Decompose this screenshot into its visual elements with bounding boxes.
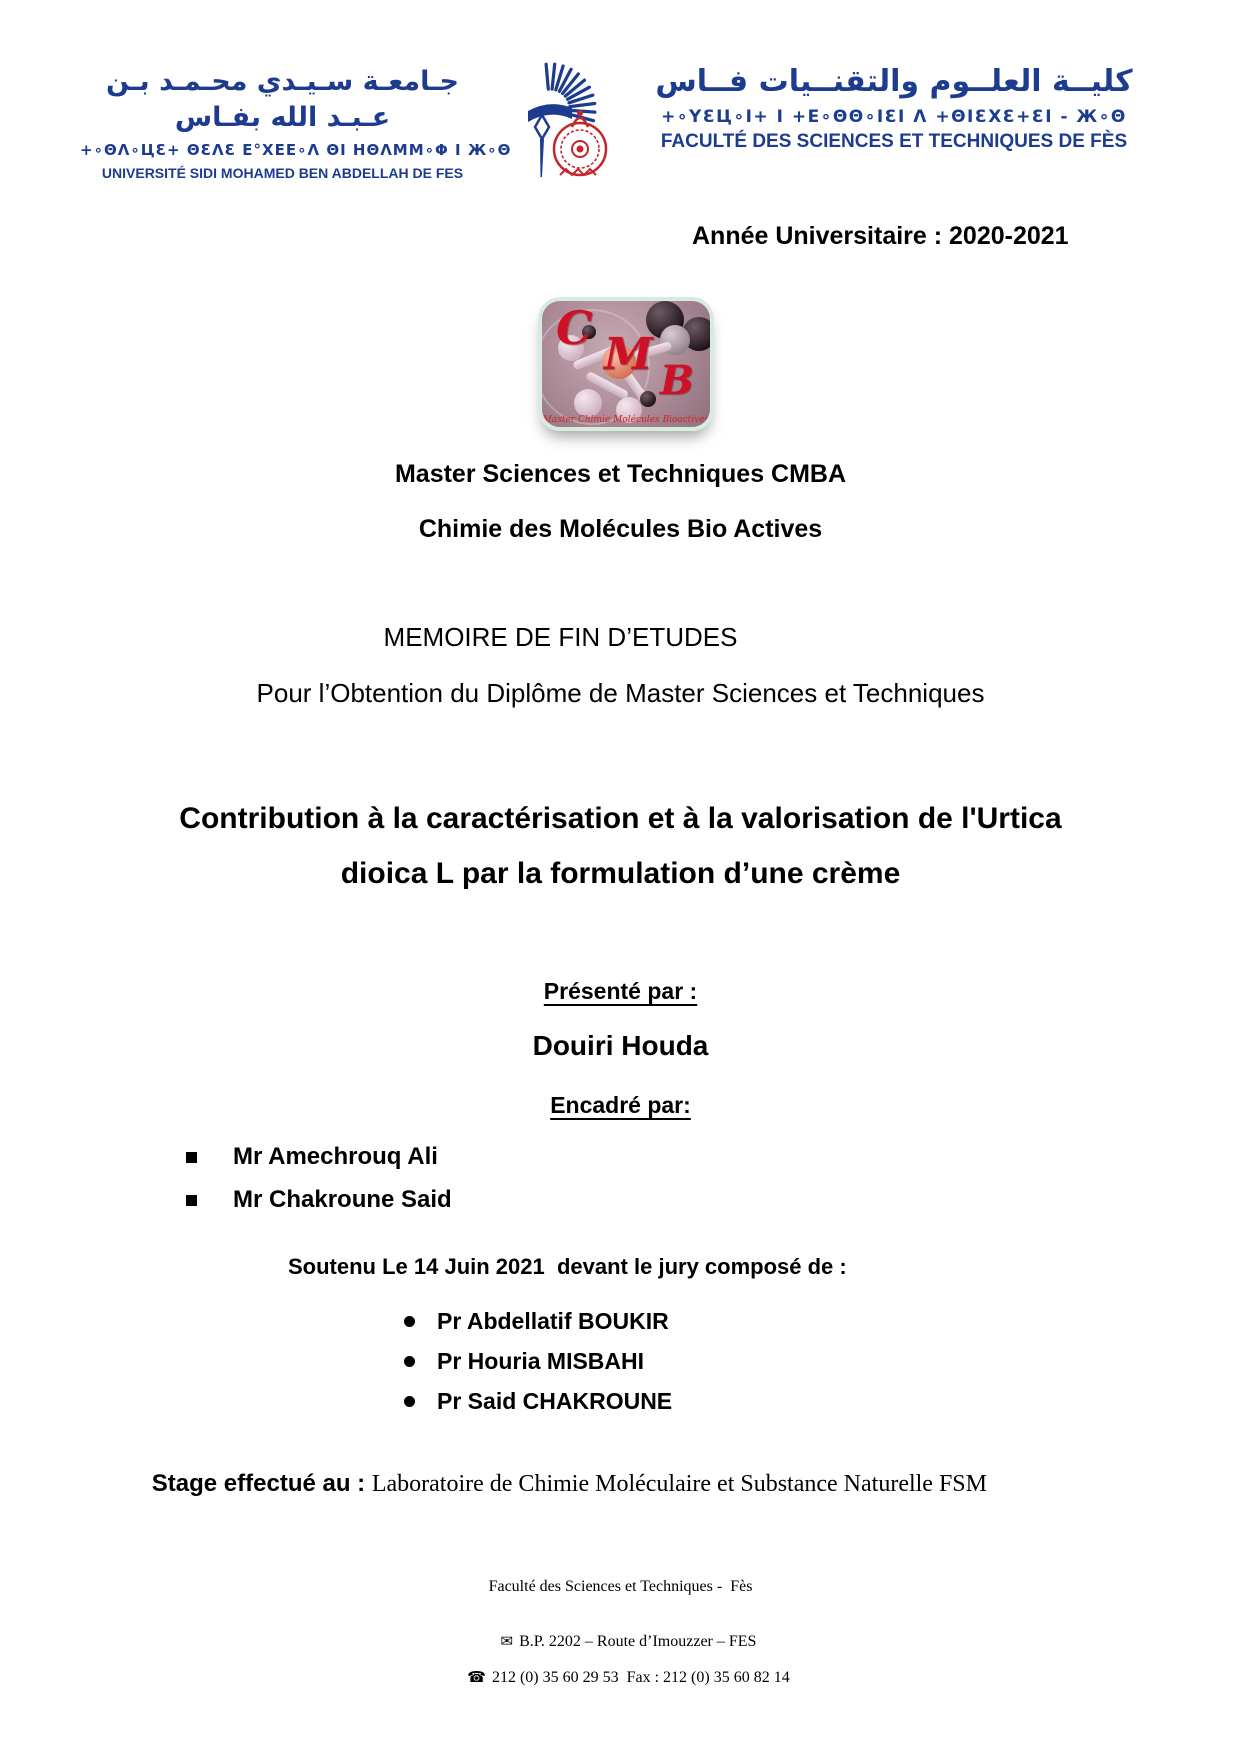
list-item [186,1143,452,1171]
cmb-master-logo [538,297,714,431]
cmb-letter-m: M [604,329,653,380]
footer-phone-line [0,1650,1241,1705]
memoire-subheading: Pour l’Obtention du Diplôme de Master Sciences et Techniques [256,678,985,708]
supervisors-list [186,1143,452,1229]
author-name: Douiri Houda [532,1030,709,1061]
internship-location: Laboratoire de Chimie Moléculaire et Substance Naturelle FSM [371,1471,987,1497]
supervisor-name: Mr Chakroune Said [233,1186,452,1213]
jury-list [404,1308,672,1428]
round-bullet-icon [404,1396,415,1407]
jury-member-name: Pr Abdellatif BOUKIR [437,1308,669,1334]
faculty-name-arabic: كليــة العلــوم والتقنــيات فــاس [655,64,1133,99]
master-program-line: Master Sciences et Techniques CMBA [394,460,847,488]
cmb-letter-b: B [660,357,694,404]
university-name-arabic: جـامعـة سـيـدي محـمـد بـن عـبـد الله بفـاس [106,66,459,133]
thesis-title-line1: Contribution à la caractérisation et à la valorisation de l'Urtica [179,802,1062,835]
list-item [186,1186,452,1214]
round-bullet-icon [404,1356,415,1367]
phone-icon: ☎ [467,1668,486,1686]
round-bullet-icon [404,1316,415,1327]
university-name-tifinagh: +∘ΘΛ∘ЦƐ+ ΘƐΛƐ Ε°ΧΕΕ∘Λ ΘΙ ΗΘΛΜΜ∘Φ Ι Ж∘Θ [80,141,512,159]
academic-year: Année Universitaire : 2020-2021 [692,222,1069,250]
thesis-title-line2: dioica L par la formulation d’une crème [340,857,901,890]
internship-line [134,1452,987,1516]
supervised-by-label: Encadré par: [550,1092,691,1118]
cmb-letter-c: C [556,301,593,355]
supervisor-name: Mr Amechrouq Ali [233,1143,438,1170]
list-item [404,1308,672,1335]
footer-phone-text: 212 (0) 35 60 29 53 Fax : 212 (0) 35 60 82 14 [491,1669,790,1686]
jury-member-name: Pr Houria MISBAHI [437,1348,645,1374]
envelope-icon: ✉ [500,1632,514,1650]
square-bullet-icon [186,1152,197,1163]
list-item [404,1388,672,1415]
footer-address-text: B.P. 2202 – Route d’Imouzzer – FES [519,1633,757,1650]
program-specialty-line: Chimie des Molécules Bio Actives [418,515,823,543]
university-header-block [80,64,512,181]
defense-date-line: Soutenu Le 14 Juin 2021 devant le jury composé de : [288,1254,847,1279]
presented-by-section [0,978,1241,1005]
university-emblem-icon [492,46,618,180]
faculty-name-tifinagh: +∘ΥƐЦ∘Ι+ Ι +Ε∘ΘΘ∘ΙƐΙ Λ +ΘΙƐΧƐ+ƐΙ - Ж∘Θ [661,107,1127,127]
university-name-french: UNIVERSITÉ SIDI MOHAMED BEN ABDELLAH DE FES [101,165,464,181]
memoire-heading: MEMOIRE DE FIN D’ETUDES [383,622,738,652]
presented-by-label: Présenté par : [543,978,698,1004]
jury-member-name: Pr Said CHAKROUNE [437,1388,673,1414]
faculty-name-french: FACULTÉ DES SCIENCES ET TECHNIQUES DE FÈS [660,131,1128,152]
list-item [404,1348,672,1375]
molecule-sphere-pink [574,389,602,417]
supervised-by-section [0,1092,1241,1119]
cmb-logo-caption: Master Chimie Molécules Bioactives [542,415,710,425]
footer-faculty-line: Faculté des Sciences et Techniques - Fès [488,1578,753,1595]
square-bullet-icon [186,1195,197,1206]
thesis-title [0,791,1241,901]
internship-label: Stage effectué au : [151,1470,372,1497]
molecule-sphere-dark [640,391,656,407]
faculty-header-block [628,62,1160,153]
